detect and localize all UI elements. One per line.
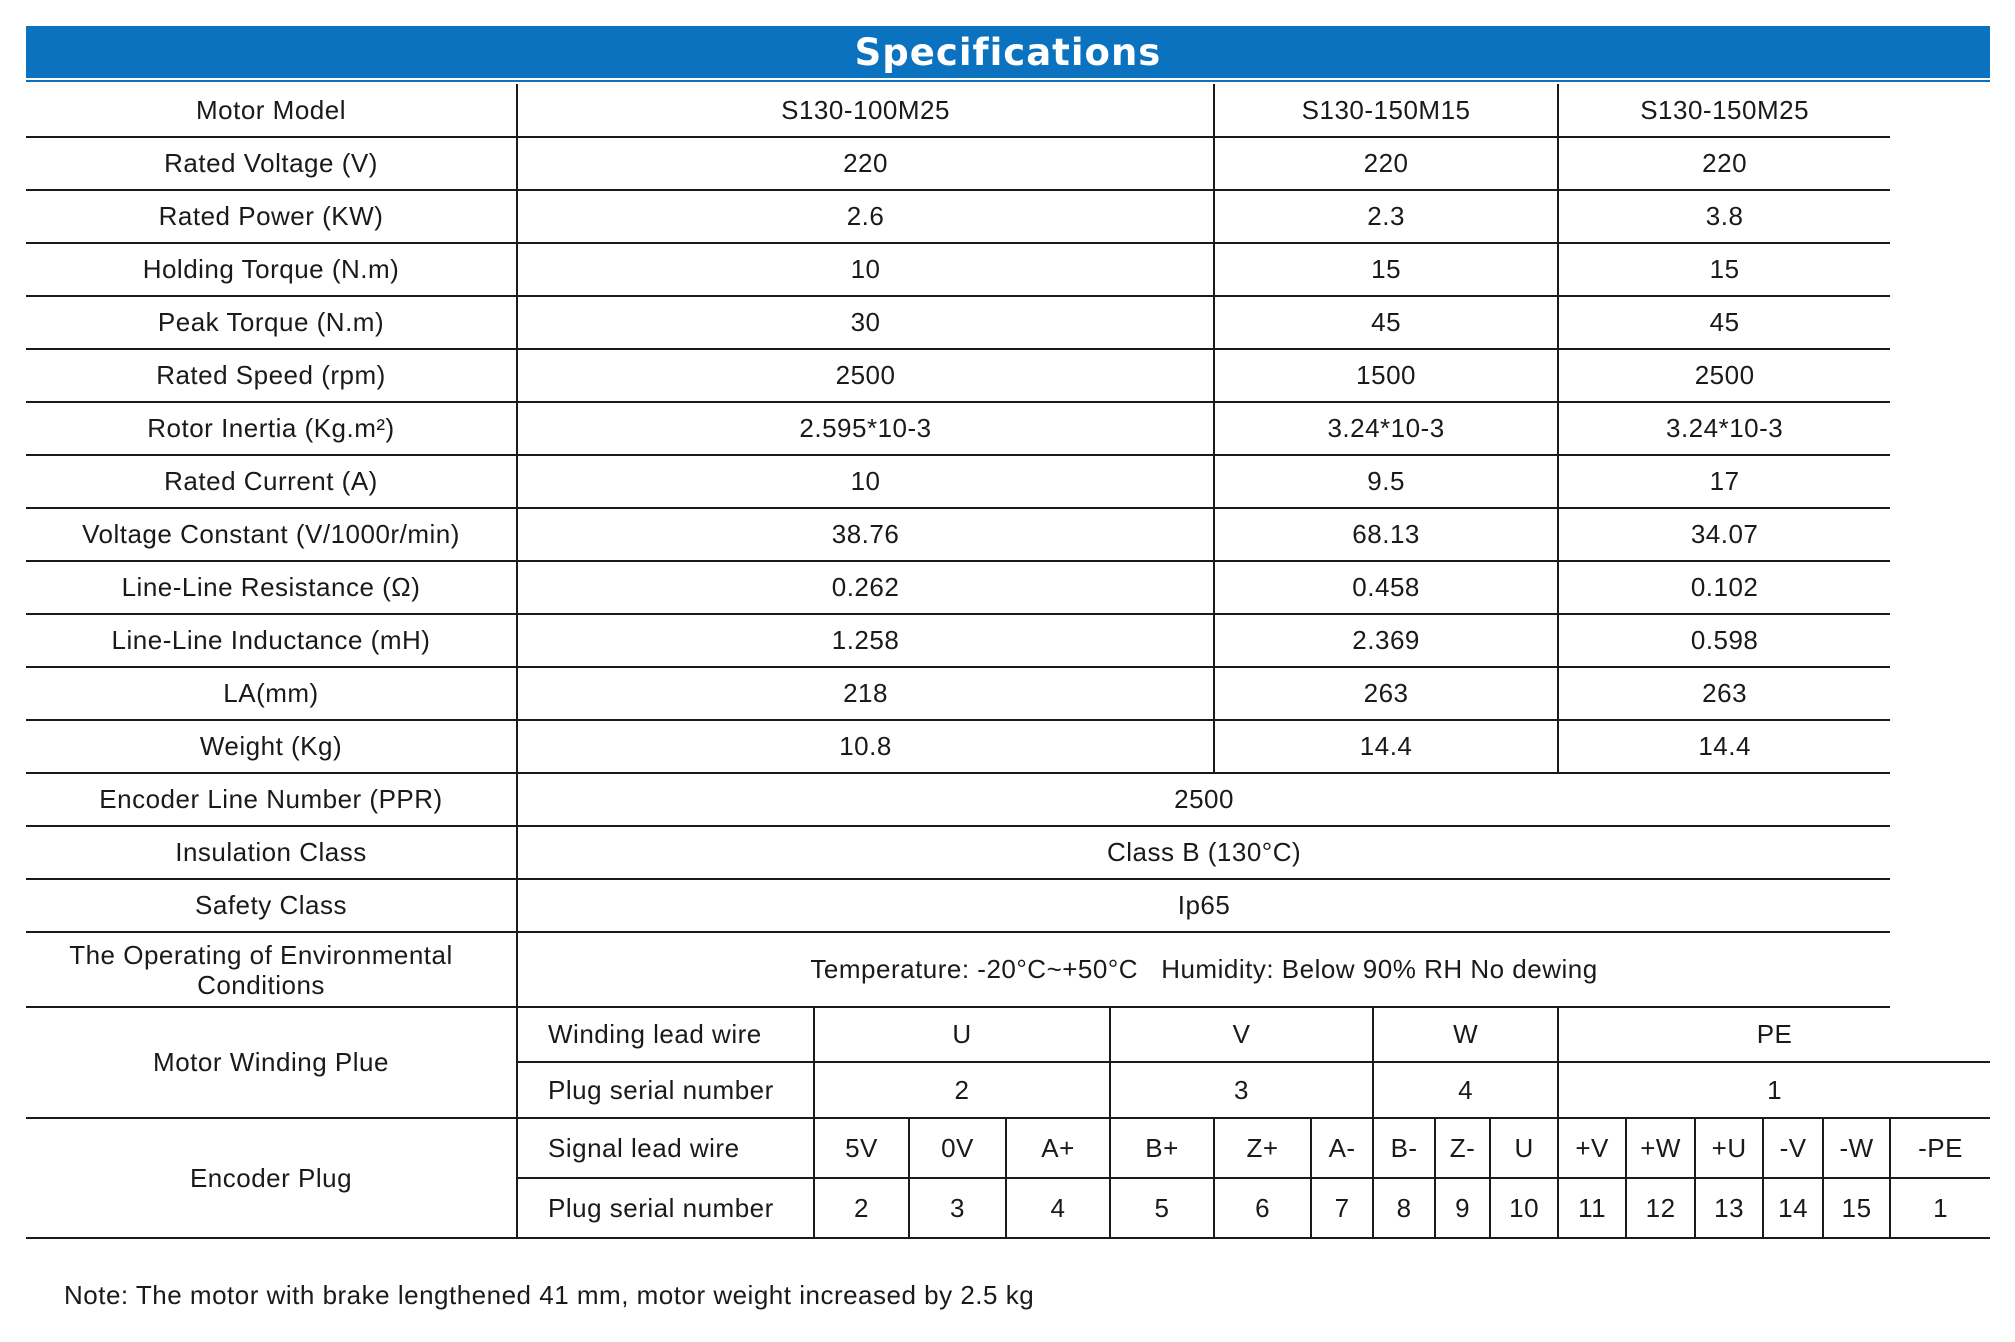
row-label: Line-Line Resistance (Ω) [26, 561, 517, 614]
encoder-lead-cell: -V [1763, 1118, 1823, 1178]
value-cell: 14.4 [1214, 720, 1558, 773]
environment-row [26, 932, 1990, 1007]
sub-label: Signal lead wire [517, 1118, 814, 1178]
sub-label: Plug serial number [517, 1062, 814, 1118]
value-cell: 263 [1214, 667, 1558, 720]
row-label: Rotor Inertia (Kg.m²) [26, 402, 517, 455]
encoder-serial-cell: 2 [814, 1178, 909, 1238]
value-cell: 1.258 [517, 614, 1214, 667]
encoder-serial-cell: 13 [1695, 1178, 1763, 1238]
value-cell: 17 [1558, 455, 1890, 508]
encoder-serial-cell: 14 [1763, 1178, 1823, 1238]
encoder-lead-cell: A- [1311, 1118, 1373, 1178]
value-cell: 0.598 [1558, 614, 1890, 667]
value-cell: 15 [1558, 243, 1890, 296]
encoder-lead-cell: 5V [814, 1118, 909, 1178]
encoder-lead-row [26, 1118, 1990, 1178]
encoder-serial-cell: 11 [1558, 1178, 1626, 1238]
value-cell: 2500 [1558, 349, 1890, 402]
winding-lead-row [26, 1007, 1990, 1062]
value-cell: 34.07 [1558, 508, 1890, 561]
value-cell: 220 [1558, 137, 1890, 190]
value-cell: 38.76 [517, 508, 1214, 561]
encoder-lead-cell: -PE [1890, 1118, 1990, 1178]
encoder-lead-cell: B+ [1110, 1118, 1214, 1178]
row-label: Rated Current (A) [26, 455, 517, 508]
value-cell: 0.262 [517, 561, 1214, 614]
encoder-serial-cell: 3 [909, 1178, 1006, 1238]
value-cell: 9.5 [1214, 455, 1558, 508]
value-cell: 3.24*10-3 [1214, 402, 1558, 455]
value-cell: 15 [1214, 243, 1558, 296]
value-cell: 2500 [517, 773, 1890, 826]
rated-power-row [26, 190, 1990, 243]
value-cell: 10 [517, 455, 1214, 508]
value-cell: Ip65 [517, 879, 1890, 932]
row-label: Rated Voltage (V) [26, 137, 517, 190]
row-label: Weight (Kg) [26, 720, 517, 773]
winding-serial-cell: 2 [814, 1062, 1110, 1118]
page-title: Specifications [854, 30, 1162, 74]
model-header: S130-100M25 [517, 84, 1214, 137]
row-label: Encoder Plug [26, 1118, 517, 1238]
motor-model-row [26, 84, 1990, 137]
value-cell: 2.3 [1214, 190, 1558, 243]
encoder-line-row [26, 773, 1990, 826]
row-label: Peak Torque (N.m) [26, 296, 517, 349]
row-label: Rated Power (KW) [26, 190, 517, 243]
value-cell: 0.458 [1214, 561, 1558, 614]
model-header: S130-150M15 [1214, 84, 1558, 137]
value-cell: 220 [1214, 137, 1558, 190]
encoder-lead-cell: Z- [1435, 1118, 1490, 1178]
value-cell: 1500 [1214, 349, 1558, 402]
value-cell: 2.6 [517, 190, 1214, 243]
encoder-lead-cell: +W [1626, 1118, 1695, 1178]
row-label: Encoder Line Number (PPR) [26, 773, 517, 826]
value-cell: 218 [517, 667, 1214, 720]
specifications-banner [26, 26, 1990, 78]
encoder-lead-cell: +U [1695, 1118, 1763, 1178]
inductance-row [26, 614, 1990, 667]
encoder-lead-cell: A+ [1006, 1118, 1110, 1178]
encoder-serial-cell: 9 [1435, 1178, 1490, 1238]
row-label: Motor Model [26, 84, 517, 137]
row-label: Rated Speed (rpm) [26, 349, 517, 402]
value-cell: Temperature: -20°C~+50°C Humidity: Below 90% RH No dewing [517, 932, 1890, 1007]
winding-serial-cell: 3 [1110, 1062, 1373, 1118]
winding-serial-cell: 4 [1373, 1062, 1558, 1118]
value-cell: 220 [517, 137, 1214, 190]
rotor-inertia-row [26, 402, 1990, 455]
encoder-serial-cell: 5 [1110, 1178, 1214, 1238]
value-cell: 3.24*10-3 [1558, 402, 1890, 455]
row-label: Holding Torque (N.m) [26, 243, 517, 296]
winding-lead-cell: V [1110, 1007, 1373, 1062]
encoder-serial-cell: 7 [1311, 1178, 1373, 1238]
safety-row [26, 879, 1990, 932]
encoder-serial-cell: 8 [1373, 1178, 1435, 1238]
row-label: Safety Class [26, 879, 517, 932]
value-cell: 2.595*10-3 [517, 402, 1214, 455]
model-header: S130-150M25 [1558, 84, 1890, 137]
value-cell: 2500 [517, 349, 1214, 402]
rated-current-row [26, 455, 1990, 508]
value-cell: 10.8 [517, 720, 1214, 773]
value-cell: 263 [1558, 667, 1890, 720]
value-cell: 45 [1214, 296, 1558, 349]
value-cell: 45 [1558, 296, 1890, 349]
sub-label: Winding lead wire [517, 1007, 814, 1062]
encoder-lead-cell: 0V [909, 1118, 1006, 1178]
winding-lead-cell: W [1373, 1007, 1558, 1062]
encoder-lead-cell: U [1490, 1118, 1558, 1178]
row-label: Motor Winding Plue [26, 1007, 517, 1118]
value-cell: 0.102 [1558, 561, 1890, 614]
encoder-serial-cell: 10 [1490, 1178, 1558, 1238]
encoder-serial-cell: 1 [1890, 1178, 1990, 1238]
specifications-table [26, 84, 1990, 1239]
row-label: Voltage Constant (V/1000r/min) [26, 508, 517, 561]
sub-label: Plug serial number [517, 1178, 814, 1238]
rated-voltage-row [26, 137, 1990, 190]
encoder-serial-cell: 6 [1214, 1178, 1311, 1238]
encoder-lead-cell: B- [1373, 1118, 1435, 1178]
weight-row [26, 720, 1990, 773]
la-row [26, 667, 1990, 720]
encoder-lead-cell: Z+ [1214, 1118, 1311, 1178]
value-cell: 68.13 [1214, 508, 1558, 561]
encoder-serial-cell: 4 [1006, 1178, 1110, 1238]
value-cell: 2.369 [1214, 614, 1558, 667]
winding-lead-cell: PE [1558, 1007, 1990, 1062]
rated-speed-row [26, 349, 1990, 402]
row-label: The Operating of Environmental Conditions [26, 932, 517, 1007]
value-cell: 14.4 [1558, 720, 1890, 773]
encoder-serial-cell: 15 [1823, 1178, 1890, 1238]
voltage-constant-row [26, 508, 1990, 561]
peak-torque-row [26, 296, 1990, 349]
resistance-row [26, 561, 1990, 614]
winding-lead-cell: U [814, 1007, 1110, 1062]
encoder-serial-cell: 12 [1626, 1178, 1695, 1238]
encoder-lead-cell: -W [1823, 1118, 1890, 1178]
row-label: Line-Line Inductance (mH) [26, 614, 517, 667]
insulation-row [26, 826, 1990, 879]
value-cell: 30 [517, 296, 1214, 349]
value-cell: 3.8 [1558, 190, 1890, 243]
row-label: LA(mm) [26, 667, 517, 720]
footnote: Note: The motor with brake lengthened 41 mm, motor weight increased by 2.5 kg [64, 1280, 1035, 1310]
holding-torque-row [26, 243, 1990, 296]
winding-serial-cell: 1 [1558, 1062, 1990, 1118]
encoder-lead-cell: +V [1558, 1118, 1626, 1178]
row-label: Insulation Class [26, 826, 517, 879]
banner-underline [26, 80, 1990, 82]
value-cell: Class B (130°C) [517, 826, 1890, 879]
value-cell: 10 [517, 243, 1214, 296]
